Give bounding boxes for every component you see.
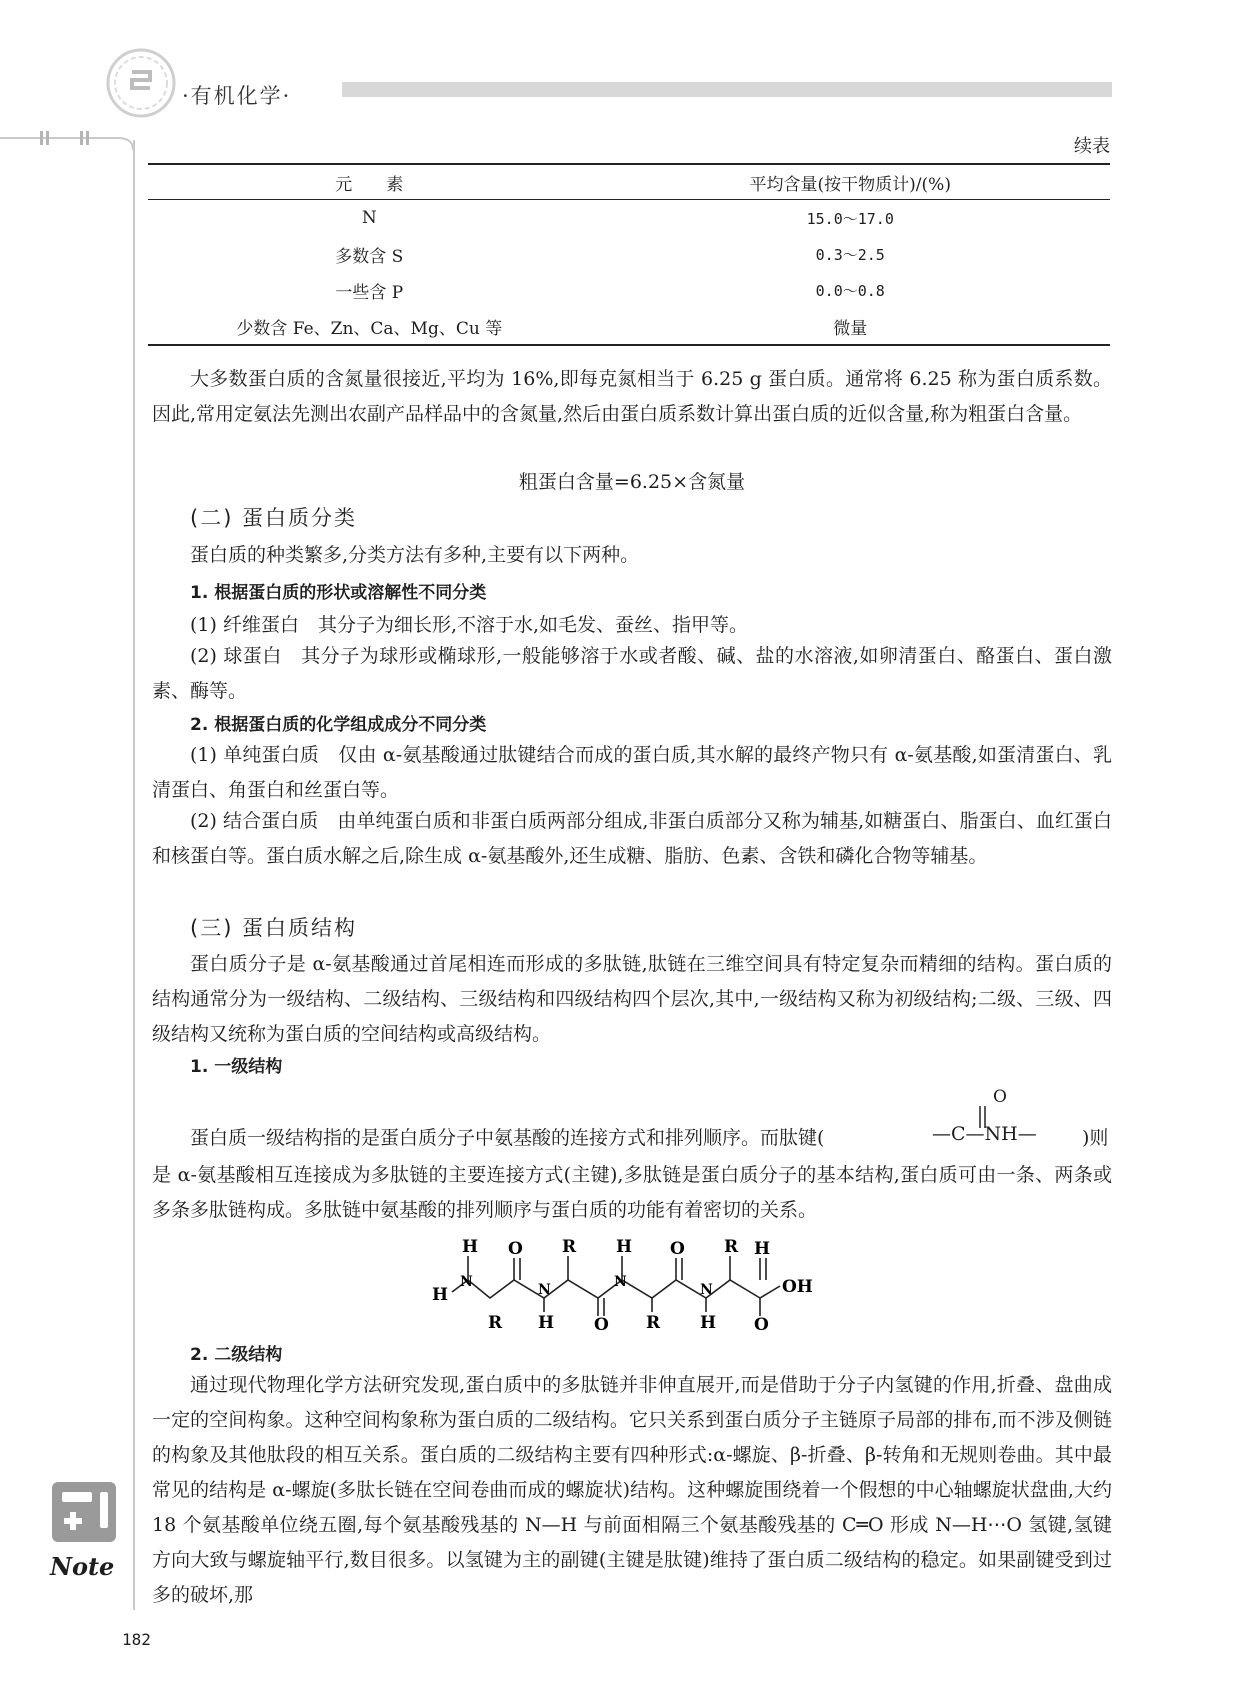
chain-atom-n: N — [538, 1282, 551, 1298]
paragraph-primary-part-a: 蛋白质一级结构指的是蛋白质分子中氨基酸的连接方式和排列顺序。而肽键( — [190, 1127, 825, 1149]
margin-ornament — [0, 126, 140, 150]
table-row — [148, 200, 1110, 237]
table-cell-element: N — [361, 208, 377, 228]
table-cell-content: 0.0～0.8 — [815, 281, 885, 300]
table-row — [148, 272, 1110, 308]
note-label: Note — [50, 1552, 115, 1581]
table-cell-content: 0.3～2.5 — [815, 245, 885, 264]
chain-atom-o: O — [594, 1315, 609, 1333]
chain-atom-n: N — [614, 1274, 627, 1290]
heading-class-by-composition: 2. 根据蛋白质的化学组成成分不同分类 — [190, 715, 487, 735]
table-header-element: 元 素 — [148, 164, 591, 200]
formula-crude-protein: 粗蛋白含量=6.25×含氮量 — [518, 471, 746, 493]
chain-atom-n: N — [700, 1282, 713, 1298]
paragraph-secondary-structure: 通过现代物理化学方法研究发现,蛋白质中的多肽链并非伸直展开,而是借助于分子内氢键的作用,折叠、盘曲成一定的空间构象。这种空间构象称为蛋白质的二级结构。它只关系到蛋白质分子主链原子局部的排布,而不涉及侧链的构象及其他肽段的相互关系。蛋白质的二级结构主要有四种形式:α-螺旋、β-折叠、β-转角和无规则卷曲。其中最常见的结构是 α-螺旋(多肽长链在空间卷曲而成的螺旋状)结构。这种螺旋围绕着一个假想的中心轴螺旋状盘曲,大约 18 个氨基酸单位绕五圈,每个氨基酸残基的 N—H 与前面相隔三个氨基酸残基的 C═O 形成 N—H⋯O 氢键,氢键方向大致与螺旋轴平行,数目很多。以氢键为主的副键(主键是肽键)维持了蛋白质二级结构的稳定。如果副键受到过多的破坏,那 — [152, 1374, 1112, 1606]
table-cell-element: 多数含 S — [335, 246, 404, 267]
page-number: 182 — [122, 1630, 151, 1649]
chain-atom-h: H — [754, 1239, 771, 1259]
logo-emblem — [104, 46, 178, 120]
header-bar — [342, 82, 1112, 97]
heading-structure: (三) 蛋白质结构 — [190, 916, 358, 940]
paragraph-class-intro: 蛋白质的种类繁多,分类方法有多种,主要有以下两种。 — [190, 544, 640, 566]
chain-atom-h: H — [538, 1313, 555, 1333]
paragraph-simple-protein: (1) 单纯蛋白质 仅由 α-氨基酸通过肽键结合而成的蛋白质,其水解的最终产物只有 α-氨基酸,如蛋清蛋白、乳清蛋白、角蛋白和丝蛋白等。 — [152, 744, 1112, 801]
paragraph-fibrous: (1) 纤维蛋白 其分子为细长形,不溶于水,如毛发、蚕丝、指甲等。 — [190, 614, 749, 636]
table-cell-element: 少数含 Fe、Zn、Ca、Mg、Cu 等 — [148, 308, 591, 345]
chain-atom-r: R — [488, 1313, 503, 1333]
polypeptide-chain-diagram — [430, 1228, 850, 1333]
note-icon — [48, 1478, 120, 1546]
chain-atom-n: N — [460, 1274, 473, 1290]
header-title: ·有机化学· — [182, 84, 292, 108]
paragraph-primary-part-b: )则 — [1082, 1127, 1109, 1149]
chain-atom-h: H — [462, 1237, 479, 1257]
chain-atom-h: H — [616, 1237, 633, 1257]
peptide-bond-oxygen: O — [993, 1087, 1007, 1107]
chain-atom-r: R — [646, 1313, 661, 1333]
paragraph-conjugated-protein: (2) 结合蛋白质 由单纯蛋白质和非蛋白质两部分组成,非蛋白质部分又称为辅基,如糖蛋白、脂蛋白、血红蛋白和核蛋白等。蛋白质水解之后,除生成 α-氨基酸外,还生成糖、脂肪、色素、含铁和磷化合物等辅基。 — [152, 810, 1112, 867]
chain-atom-h: H — [432, 1285, 449, 1305]
table-row — [148, 308, 1110, 345]
table-cell-element: 一些含 P — [335, 282, 404, 303]
paragraph-globular: (2) 球蛋白 其分子为球形或椭球形,一般能够溶于水或者酸、碱、盐的水溶液,如卵清蛋白、酪蛋白、蛋白激素、酶等。 — [152, 645, 1112, 702]
chain-atom-oh: OH — [782, 1277, 813, 1297]
margin-rule — [133, 140, 135, 1610]
chain-atom-h: H — [700, 1313, 717, 1333]
chain-atom-o: O — [508, 1239, 523, 1259]
chain-atom-o: O — [754, 1315, 769, 1333]
chain-atom-r: R — [724, 1237, 739, 1257]
paragraph-nitrogen: 大多数蛋白质的含氮量很接近,平均为 16%,即每克氮相当于 6.25 g 蛋白质。通常将 6.25 称为蛋白质系数。因此,常用定氨法先测出农副产品样品中的含氮量,然后由蛋白质系数计算出蛋白质的近似含量,称为粗蛋白含量。 — [152, 368, 1112, 425]
table-header-row — [148, 164, 1110, 200]
chain-atom-o: O — [670, 1239, 685, 1259]
table-cell-content: 微量 — [591, 308, 1110, 345]
heading-class-by-shape: 1. 根据蛋白质的形状或溶解性不同分类 — [190, 583, 487, 603]
heading-classification: (二) 蛋白质分类 — [190, 506, 358, 530]
peptide-bond-formula: —C—NH— — [932, 1123, 1037, 1145]
table-row — [148, 236, 1110, 272]
element-content-table — [148, 163, 1110, 346]
paragraph-structure: 蛋白质分子是 α-氨基酸通过首尾相连而形成的多肽链,肽链在三维空间具有特定复杂而精细的结构。蛋白质的结构通常分为一级结构、二级结构、三级结构和四级结构四个层次,其中,一级结构又称为初级结构;二级、三级、四级结构又统称为蛋白质的空间结构或高级结构。 — [152, 953, 1112, 1045]
heading-primary-structure: 1. 一级结构 — [190, 1057, 283, 1077]
table-continued-label: 续表 — [1074, 136, 1110, 157]
heading-secondary-structure: 2. 二级结构 — [190, 1345, 283, 1365]
paragraph-primary-part-c: 是 α-氨基酸相互连接成为多肽链的主要连接方式(主键),多肽链是蛋白质分子的基本结构,蛋白质可由一条、两条或多条多肽链构成。多肽链中氨基酸的排列顺序与蛋白质的功能有着密切的关系。 — [152, 1164, 1112, 1221]
chain-atom-r: R — [562, 1237, 577, 1257]
table-cell-content: 15.0～17.0 — [806, 209, 894, 228]
table-header-content: 平均含量(按干物质计)/(%) — [591, 164, 1110, 200]
